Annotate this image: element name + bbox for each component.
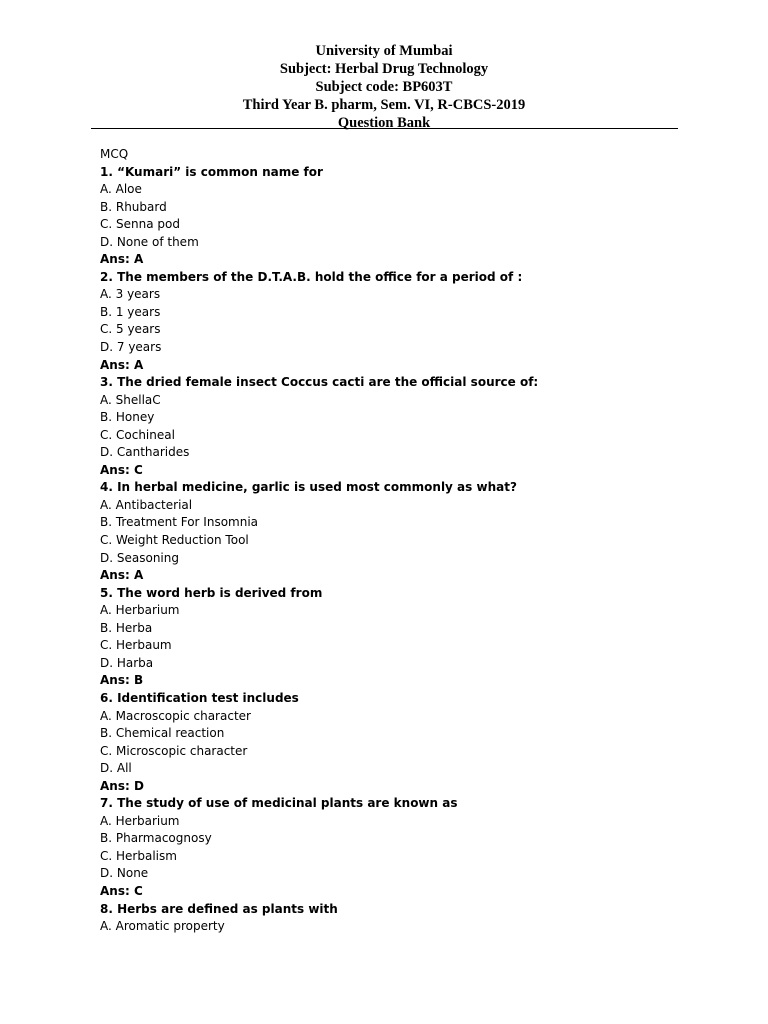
answer-option: D. None of them: [100, 234, 199, 249]
subject-code: Subject code: BP603T: [315, 79, 453, 95]
document-title: Question Bank: [337, 115, 431, 131]
question-text: 6. Identification test includes: [100, 690, 299, 705]
answer-option: B. 1 years: [100, 304, 161, 319]
answer-key: Ans: B: [100, 673, 144, 688]
question-block: [100, 374, 700, 479]
question-block: [100, 795, 700, 900]
university-name: University of Mumbai: [315, 43, 453, 59]
question-text: 8. Herbs are defined as plants with: [100, 901, 338, 916]
document-header: [0, 42, 768, 132]
answer-key: Ans: A: [100, 568, 144, 583]
answer-option: A. Aloe: [100, 182, 142, 197]
answer-option: A. Aromatic property: [100, 919, 225, 934]
answer-option: A. Antibacterial: [100, 497, 193, 512]
question-block: [100, 901, 700, 936]
answer-option: C. Microscopic character: [100, 743, 248, 758]
answer-option: D. All: [100, 761, 132, 776]
answer-key: Ans: D: [100, 778, 144, 793]
answer-option: D. Seasoning: [100, 550, 179, 565]
answer-key: Ans: A: [100, 357, 144, 372]
question-text: 3. The dried female insect Coccus cacti are the official source of:: [100, 375, 539, 390]
answer-option: C. Senna pod: [100, 217, 180, 232]
answer-option: D. None: [100, 866, 149, 881]
section-label: MCQ: [100, 147, 129, 161]
answer-option: C. Herbaum: [100, 638, 172, 653]
question-text: 5. The word herb is derived from: [100, 585, 323, 600]
answer-option: A. Herbarium: [100, 603, 180, 618]
answer-option: A. Herbarium: [100, 813, 180, 828]
answer-key: Ans: C: [100, 462, 143, 477]
answer-option: D. 7 years: [100, 340, 162, 355]
question-text: 1. “Kumari” is common name for: [100, 164, 323, 179]
header-divider: [91, 128, 678, 129]
answer-option: C. Herbalism: [100, 848, 177, 863]
question-text: 2. The members of the D.T.A.B. hold the office for a period of :: [100, 269, 523, 284]
question-block: [100, 269, 700, 374]
answer-option: C. Weight Reduction Tool: [100, 533, 249, 548]
answer-key: Ans: A: [100, 252, 144, 267]
year-semester: Third Year B. pharm, Sem. VI, R-CBCS-2019: [242, 97, 526, 113]
answer-option: C. Cochineal: [100, 427, 175, 442]
answer-option: A. ShellaC: [100, 392, 161, 407]
answer-option: B. Honey: [100, 410, 155, 425]
answer-option: C. 5 years: [100, 322, 161, 337]
question-block: [100, 164, 700, 269]
question-text: 4. In herbal medicine, garlic is used most commonly as what?: [100, 480, 517, 495]
answer-option: A. 3 years: [100, 287, 161, 302]
question-block: [100, 690, 700, 795]
subject-title: Subject: Herbal Drug Technology: [279, 61, 489, 77]
question-list: [100, 146, 700, 936]
answer-option: B. Herba: [100, 620, 153, 635]
answer-option: D. Cantharides: [100, 445, 190, 460]
question-block: [100, 585, 700, 690]
question-block: [100, 479, 700, 584]
answer-option: B. Rhubard: [100, 199, 167, 214]
answer-key: Ans: C: [100, 883, 143, 898]
answer-option: B. Chemical reaction: [100, 726, 225, 741]
answer-option: B. Pharmacognosy: [100, 831, 212, 846]
answer-option: B. Treatment For Insomnia: [100, 515, 259, 530]
question-text: 7. The study of use of medicinal plants are known as: [100, 796, 458, 811]
answer-option: D. Harba: [100, 655, 154, 670]
answer-option: A. Macroscopic character: [100, 708, 251, 723]
